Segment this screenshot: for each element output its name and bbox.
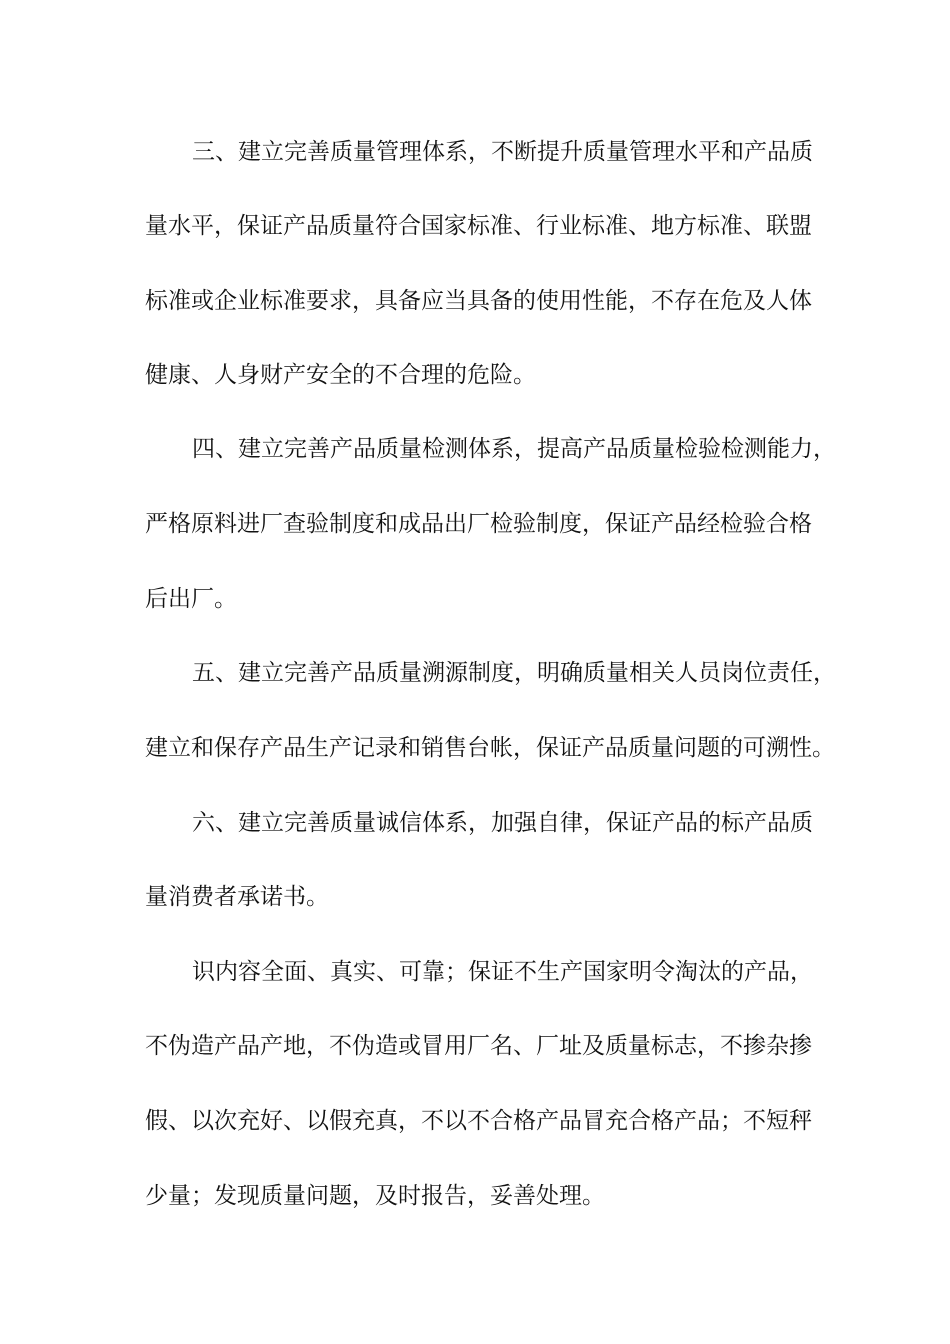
text-line-10: 六、建立完善质量诚信体系，加强自律，保证产品的标产品质: [192, 810, 813, 836]
text-line-12: 识内容全面、真实、可靠；保证不生产国家明令淘汰的产品，: [192, 959, 813, 985]
text-line-1: 三、建立完善质量管理体系，不断提升质量管理水平和产品质: [192, 139, 813, 165]
text-line-2: 量水平，保证产品质量符合国家标准、行业标准、地方标准、联盟: [145, 213, 812, 239]
text-line-6: 严格原料进厂查验制度和成品出厂检验制度，保证产品经检验合格: [145, 511, 812, 537]
text-line-14: 假、以次充好、以假充真，不以不合格产品冒充合格产品；不短秤: [145, 1108, 812, 1134]
text-line-13: 不伪造产品产地，不伪造或冒用厂名、厂址及质量标志，不掺杂掺: [145, 1033, 812, 1059]
text-line-9: 建立和保存产品生产记录和销售台帐，保证产品质量问题的可溯性。: [145, 735, 835, 761]
text-line-11: 量消费者承诺书。: [145, 884, 329, 910]
text-line-15: 少量；发现质量问题，及时报告，妥善处理。: [145, 1183, 605, 1209]
text-line-3: 标准或企业标准要求，具备应当具备的使用性能，不存在危及人体: [145, 288, 812, 314]
text-line-8: 五、建立完善产品质量溯源制度，明确质量相关人员岗位责任，: [192, 660, 836, 686]
text-line-7: 后出厂。: [145, 586, 237, 612]
text-line-5: 四、建立完善产品质量检测体系，提高产品质量检验检测能力，: [192, 436, 836, 462]
text-line-4: 健康、人身财产安全的不合理的危险。: [145, 362, 536, 388]
